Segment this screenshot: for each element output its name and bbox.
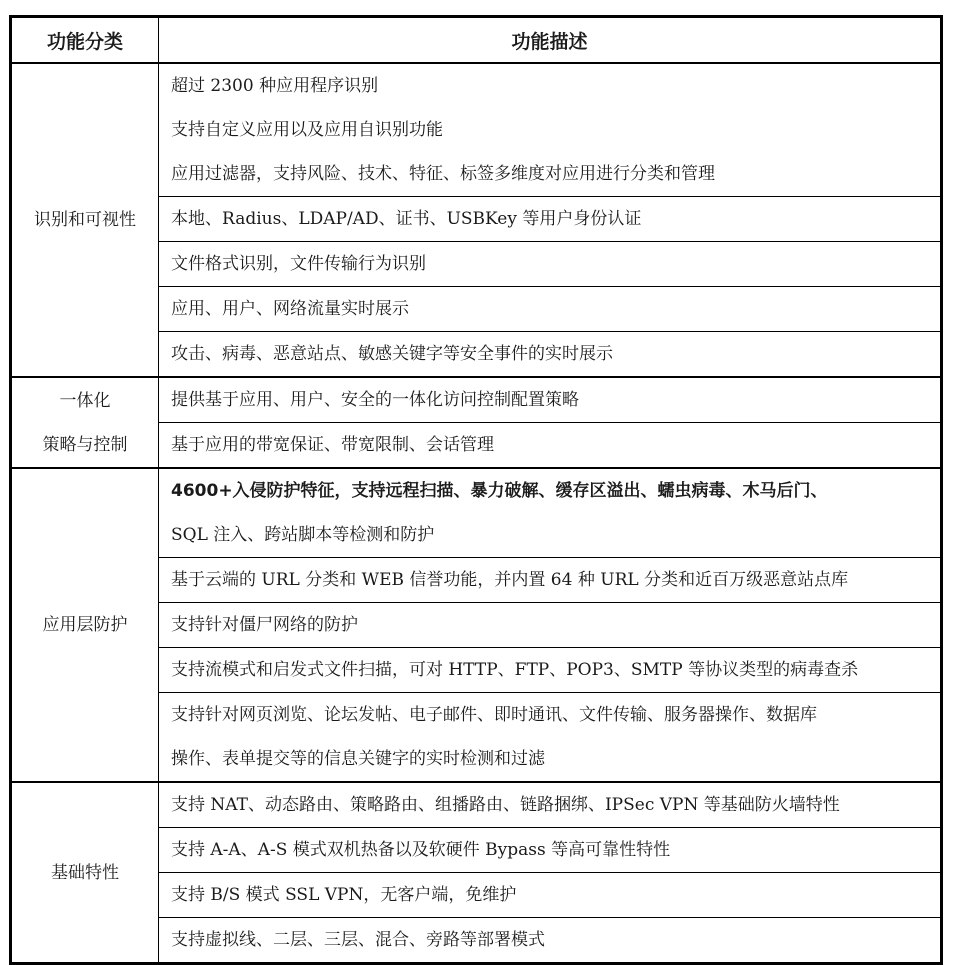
category-cell bbox=[11, 377, 159, 468]
category-cell bbox=[11, 63, 159, 377]
category-label: 一体化 bbox=[59, 390, 111, 411]
description-cell bbox=[159, 468, 942, 558]
description-cell bbox=[159, 603, 942, 648]
description-line: 支持针对僵尸网络的防护 bbox=[171, 615, 358, 635]
description-cell bbox=[159, 377, 942, 423]
description-line: 支持针对网页浏览、论坛发帖、电子邮件、即时通讯、文件传输、服务器操作、数据库 bbox=[171, 705, 817, 725]
table-row bbox=[11, 782, 942, 828]
description-cell bbox=[159, 648, 942, 693]
category-label: 应用层防护 bbox=[42, 615, 128, 635]
description-cell bbox=[159, 242, 942, 287]
description-line: 支持 B/S 模式 SSL VPN，无客户端，免维护 bbox=[171, 885, 517, 905]
description-line: 应用、用户、网络流量实时展示 bbox=[171, 299, 409, 319]
table-row bbox=[11, 468, 942, 558]
description-line: 文件格式识别，文件传输行为识别 bbox=[171, 254, 426, 274]
description-cell bbox=[159, 828, 942, 873]
description-line: 4600+入侵防护特征，支持远程扫描、暴力破解、缓存区溢出、蠕虫病毒、木马后门、 bbox=[171, 481, 828, 501]
description-line: 支持虚拟线、二层、三层、混合、旁路等部署模式 bbox=[171, 930, 545, 950]
description-line: 操作、表单提交等的信息关键字的实时检测和过滤 bbox=[171, 749, 545, 769]
table-row bbox=[11, 377, 942, 423]
description-cell bbox=[159, 197, 942, 242]
description-line: 本地、Radius、LDAP/AD、证书、USBKey 等用户身份认证 bbox=[171, 209, 642, 229]
description-cell bbox=[159, 873, 942, 918]
description-line: 攻击、病毒、恶意站点、敏感关键字等安全事件的实时展示 bbox=[171, 344, 613, 364]
description-cell bbox=[159, 332, 942, 378]
category-label: 基础特性 bbox=[51, 862, 119, 883]
description-cell bbox=[159, 287, 942, 332]
table-row bbox=[11, 63, 942, 197]
description-cell bbox=[159, 423, 942, 469]
header-row bbox=[11, 17, 942, 64]
category-label: 识别和可视性 bbox=[34, 210, 136, 230]
category-cell bbox=[11, 468, 159, 782]
description-line: 提供基于应用、用户、安全的一体化访问控制配置策略 bbox=[171, 390, 579, 410]
description-line: 支持 A-A、A-S 模式双机热备以及软硬件 Bypass 等高可靠性特性 bbox=[171, 840, 671, 860]
description-line: 支持 NAT、动态路由、策略路由、组播路由、链路捆绑、IPSec VPN 等基础防火墙特性 bbox=[171, 795, 840, 815]
category-cell bbox=[11, 782, 159, 964]
description-line: 基于云端的 URL 分类和 WEB 信誉功能，并内置 64 种 URL 分类和近百万级恶意站点库 bbox=[171, 570, 849, 590]
description-line: 支持流模式和启发式文件扫描，可对 HTTP、FTP、POP3、SMTP 等协议类型的病毒查杀 bbox=[171, 660, 859, 680]
description-line: 应用过滤器，支持风险、技术、特征、标签多维度对应用进行分类和管理 bbox=[171, 164, 715, 184]
description-line: 支持自定义应用以及应用自识别功能 bbox=[171, 120, 443, 140]
description-cell bbox=[159, 693, 942, 783]
description-line: 基于应用的带宽保证、带宽限制、会话管理 bbox=[171, 435, 494, 455]
description-cell bbox=[159, 63, 942, 197]
description-cell bbox=[159, 782, 942, 828]
description-cell bbox=[159, 558, 942, 603]
description-cell bbox=[159, 918, 942, 964]
header-category: 功能分类 bbox=[11, 17, 159, 64]
header-description: 功能描述 bbox=[159, 17, 942, 64]
description-line: 超过 2300 种应用程序识别 bbox=[171, 76, 379, 96]
description-line: SQL 注入、跨站脚本等检测和防护 bbox=[171, 525, 435, 545]
feature-table bbox=[9, 15, 943, 965]
category-label: 策略与控制 bbox=[42, 434, 128, 455]
